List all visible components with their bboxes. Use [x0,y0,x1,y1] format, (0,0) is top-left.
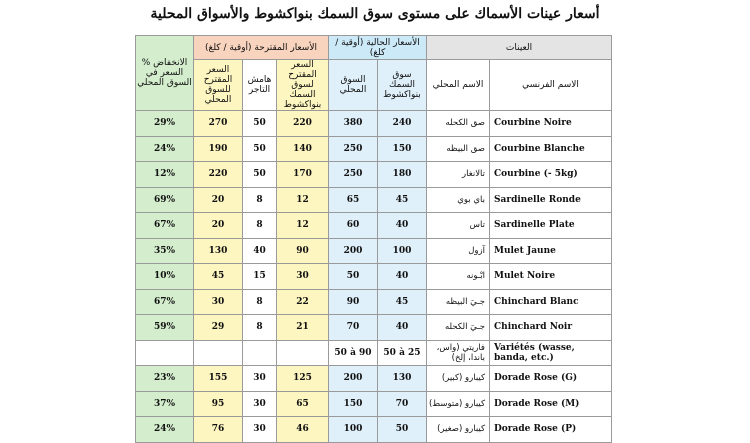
cell-reduction: 67% [136,213,194,239]
cell-french-name: Chinchard Blanc [490,289,612,315]
cell-proposed-local: 76 [194,417,243,443]
cell-french-name: Mulet Noire [490,264,612,290]
cell-french-name: Chinchard Noir [490,315,612,341]
cell-reduction: 59% [136,315,194,341]
cell-merchant-margin: 30 [243,366,277,392]
table-row [136,238,612,264]
cell-french-name: Courbine (- 5kg) [490,162,612,188]
cell-local-name: جـيَ البيظه [427,289,490,315]
header-proposed-nkc: السعر المقترح لسوق السمك بنواكشوط [277,60,329,111]
cell-nkc-market: 240 [378,111,427,137]
cell-proposed-nkc: 21 [277,315,329,341]
cell-proposed-nkc: 22 [277,289,329,315]
table-row [136,340,612,366]
table-row [136,136,612,162]
cell-reduction: 69% [136,187,194,213]
cell-nkc-market: 150 [378,136,427,162]
cell-proposed-local: 220 [194,162,243,188]
cell-nkc-market: 130 [378,366,427,392]
cell-local-name: كيبارو (كبير) [427,366,490,392]
cell-merchant-margin: 30 [243,417,277,443]
cell-proposed-local: 30 [194,289,243,315]
cell-merchant-margin: 8 [243,213,277,239]
cell-nkc-market: 40 [378,315,427,341]
cell-reduction: 12% [136,162,194,188]
cell-local-market: 200 [329,366,378,392]
cell-local-market: 250 [329,162,378,188]
cell-merchant-margin: 30 [243,391,277,417]
cell-proposed-nkc: 140 [277,136,329,162]
cell-proposed-nkc: 220 [277,111,329,137]
cell-reduction: 24% [136,417,194,443]
cell-french-name: Courbine Noire [490,111,612,137]
header-local-name: الاسم المحلي [427,60,490,111]
cell-local-market: 50 [329,264,378,290]
table-row [136,391,612,417]
cell-local-name: كيبارو (متوسط) [427,391,490,417]
cell-local-name: صق البيظه [427,136,490,162]
header-current-prices: الأسعار الحالية (أوقية / كلغ) [329,36,427,60]
cell-proposed-nkc: 46 [277,417,329,443]
cell-reduction: 35% [136,238,194,264]
cell-local-name: ابْـونه [427,264,490,290]
cell-french-name: Dorade Rose (M) [490,391,612,417]
table-row [136,417,612,443]
cell-proposed-nkc: 12 [277,187,329,213]
cell-reduction: 24% [136,136,194,162]
cell-reduction: 10% [136,264,194,290]
cell-local-name: كيبارو (صغير) [427,417,490,443]
header-french-name: الاسم الفرنسي [490,60,612,111]
table-row [136,366,612,392]
cell-proposed-nkc: 30 [277,264,329,290]
cell-nkc-market: 180 [378,162,427,188]
cell-french-name: Variétés (wasse, banda, etc.) [490,340,612,366]
page-title: أسعار عينات الأسماك على مستوى سوق السمك بنواكشوط والأسواق المحلية [150,6,600,22]
cell-nkc-market: 100 [378,238,427,264]
cell-merchant-margin: 8 [243,187,277,213]
cell-proposed-nkc: 12 [277,213,329,239]
cell-nkc-market: 70 [378,391,427,417]
cell-local-market: 380 [329,111,378,137]
cell-merchant-margin: 50 [243,111,277,137]
header-merchant-margin: هامش التاجر [243,60,277,111]
cell-proposed-local: 155 [194,366,243,392]
cell-merchant-margin: 50 [243,162,277,188]
table-row [136,162,612,188]
cell-merchant-margin: 15 [243,264,277,290]
cell-merchant-margin: 8 [243,315,277,341]
table-row [136,213,612,239]
cell-merchant-margin [243,340,277,366]
cell-proposed-nkc: 65 [277,391,329,417]
cell-reduction: 23% [136,366,194,392]
cell-nkc-market: 40 [378,213,427,239]
cell-reduction: 37% [136,391,194,417]
price-table [135,35,612,443]
cell-local-name: تاس [427,213,490,239]
cell-local-market: 100 [329,417,378,443]
cell-local-name: آزول [427,238,490,264]
cell-proposed-local: 20 [194,187,243,213]
cell-merchant-margin: 50 [243,136,277,162]
header-reduction: % الانخفاض السعر في السوق المحلي [136,36,194,111]
table-row [136,187,612,213]
cell-local-name: باي بوي [427,187,490,213]
cell-proposed-local: 270 [194,111,243,137]
table-row [136,289,612,315]
cell-proposed-local: 130 [194,238,243,264]
cell-merchant-margin: 40 [243,238,277,264]
cell-local-market: 90 [329,289,378,315]
cell-local-market: 70 [329,315,378,341]
cell-local-market: 250 [329,136,378,162]
header-proposed-prices: الأسعار المقترحة (أوقية / كلغ) [194,36,329,60]
cell-proposed-local: 45 [194,264,243,290]
table-row [136,315,612,341]
table-row [136,264,612,290]
cell-local-name: صق الكحله [427,111,490,137]
table-row [136,111,612,137]
cell-french-name: Dorade Rose (P) [490,417,612,443]
cell-local-market: 60 [329,213,378,239]
cell-nkc-market: 45 [378,187,427,213]
cell-proposed-nkc: 125 [277,366,329,392]
cell-local-name: جـيَ الكحله [427,315,490,341]
cell-proposed-local: 190 [194,136,243,162]
cell-french-name: Sardinelle Plate [490,213,612,239]
cell-french-name: Courbine Blanche [490,136,612,162]
cell-reduction: 29% [136,111,194,137]
cell-proposed-local: 29 [194,315,243,341]
cell-reduction [136,340,194,366]
cell-reduction: 67% [136,289,194,315]
cell-local-market: 50 à 90 [329,340,378,366]
cell-proposed-local [194,340,243,366]
cell-proposed-local: 95 [194,391,243,417]
cell-nkc-market: 45 [378,289,427,315]
cell-nkc-market: 50 à 25 [378,340,427,366]
cell-local-name: تالانغار [427,162,490,188]
cell-local-market: 150 [329,391,378,417]
cell-proposed-local: 20 [194,213,243,239]
cell-proposed-nkc: 170 [277,162,329,188]
cell-merchant-margin: 8 [243,289,277,315]
header-local-market: السوق المحلي [329,60,378,111]
cell-proposed-nkc [277,340,329,366]
cell-proposed-nkc: 90 [277,238,329,264]
cell-nkc-market: 50 [378,417,427,443]
cell-french-name: Dorade Rose (G) [490,366,612,392]
cell-french-name: Mulet Jaune [490,238,612,264]
header-samples: العينات [427,36,612,60]
cell-local-name: فاريتي (واس، باندا، إلخ) [427,340,490,366]
header-nkc-market: سوق السمك بنواكشوط [378,60,427,111]
header-proposed-local: السعر المقترح للسوق المحلي [194,60,243,111]
cell-local-market: 200 [329,238,378,264]
cell-nkc-market: 40 [378,264,427,290]
cell-local-market: 65 [329,187,378,213]
cell-french-name: Sardinelle Ronde [490,187,612,213]
